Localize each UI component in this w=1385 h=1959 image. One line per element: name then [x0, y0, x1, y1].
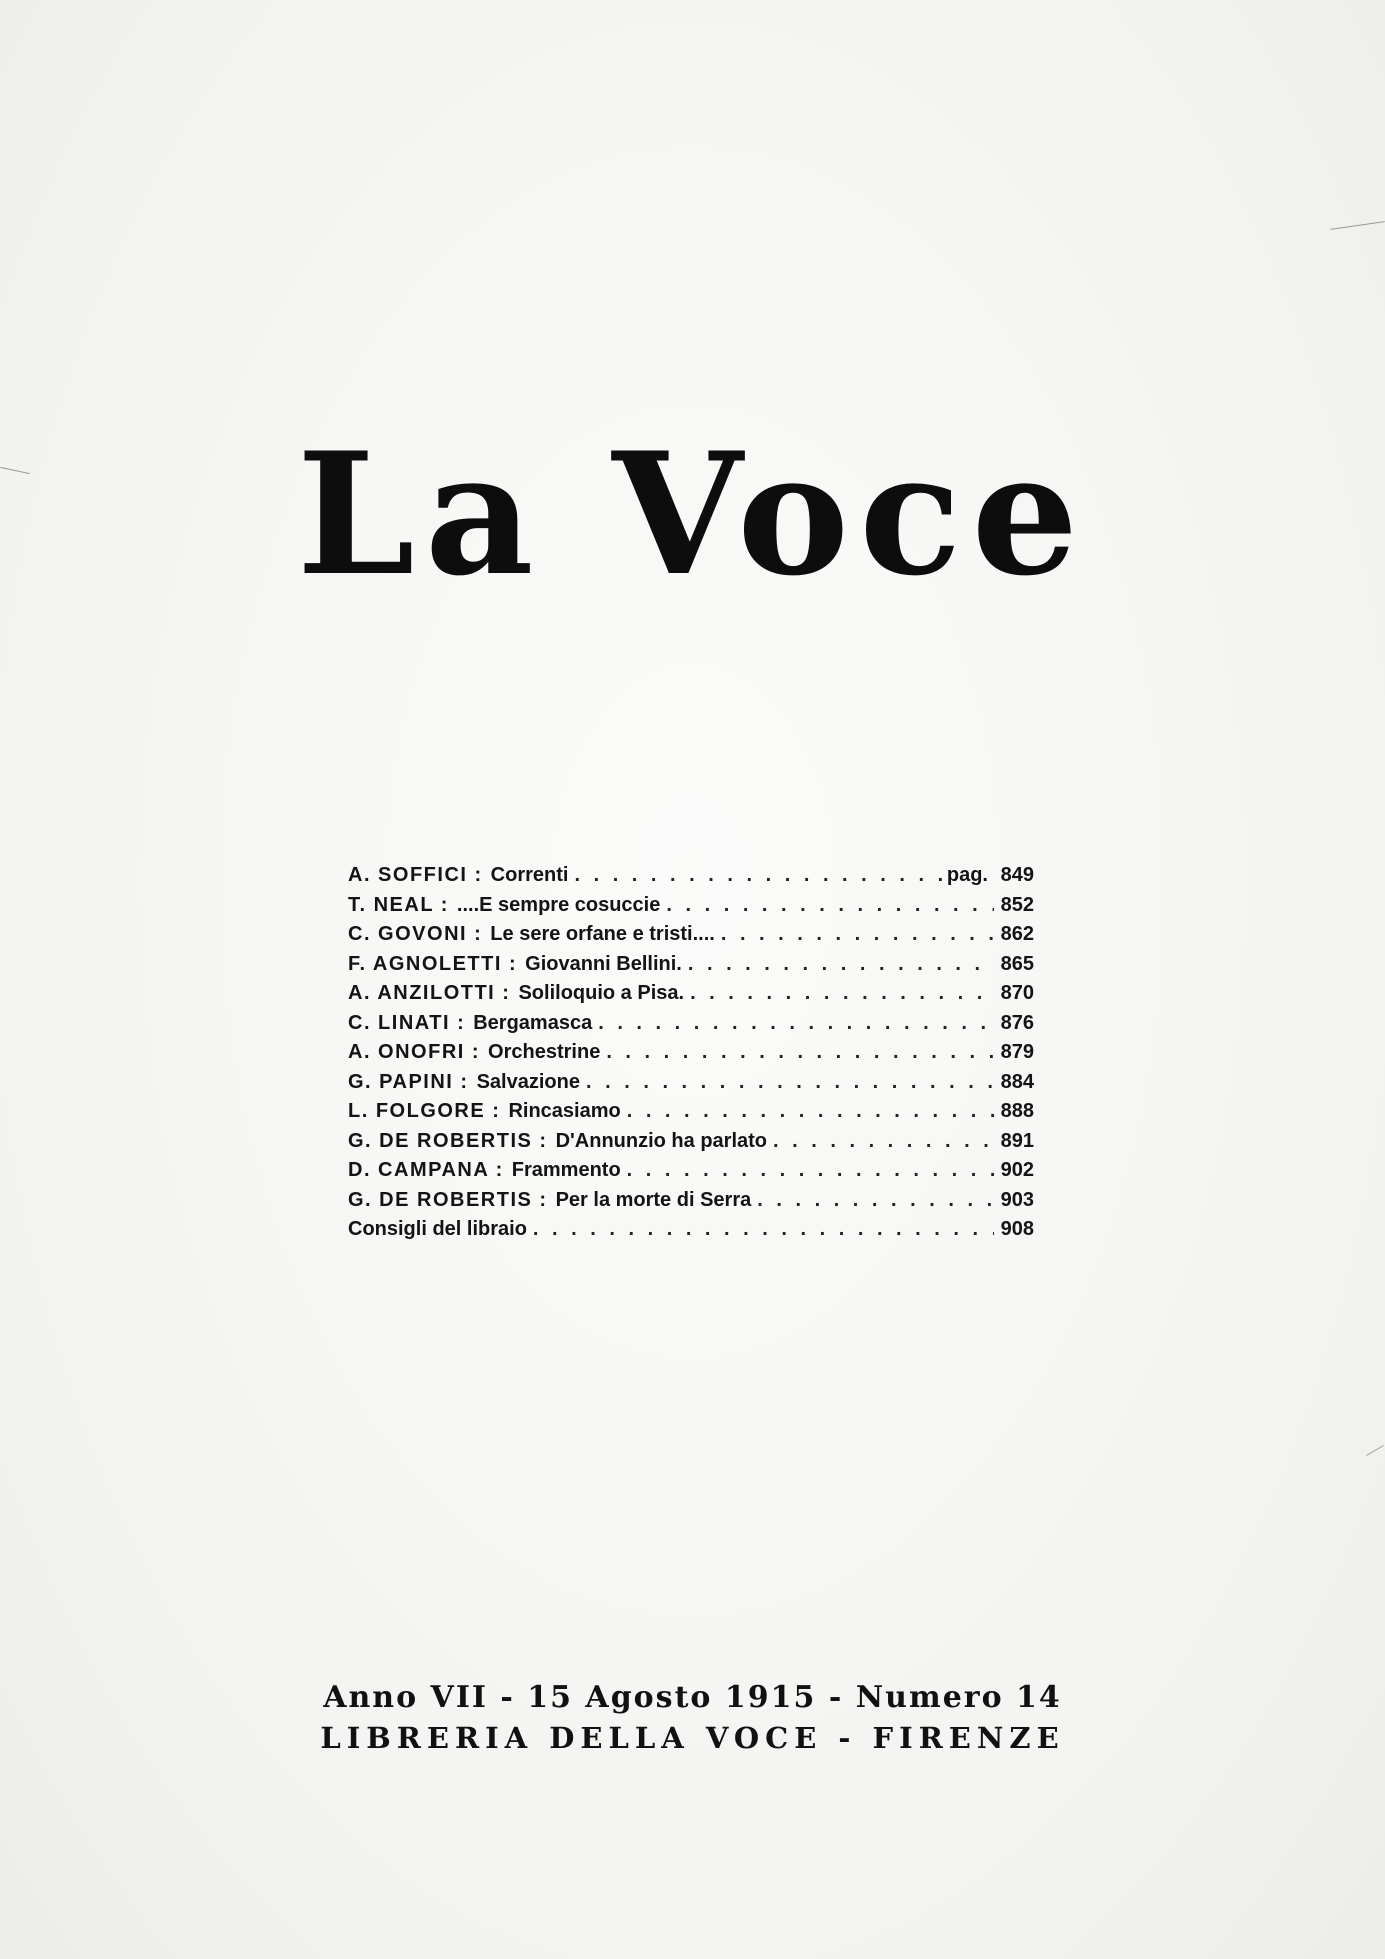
toc-leader — [721, 923, 994, 946]
toc-title: Le sere orfane e tristi.... — [490, 923, 715, 945]
toc-leader — [574, 864, 946, 887]
toc-author: C. LINATI : — [348, 1011, 466, 1034]
issue-info: Anno VII - 15 Agosto 1915 - Numero 14 — [323, 1680, 1062, 1715]
toc-page-number: 902 — [1000, 1159, 1034, 1181]
toc-page-number: 908 — [1000, 1218, 1034, 1240]
toc-leader — [606, 1041, 994, 1064]
toc-page-number: 865 — [1000, 952, 1034, 975]
toc-title: Per la morte di Serra — [555, 1188, 752, 1211]
toc-author: A. ANZILOTTI : — [348, 982, 511, 1004]
toc-row — [348, 1218, 1034, 1248]
toc-leader — [598, 1012, 994, 1035]
toc-author: D. CAMPANA : — [348, 1159, 504, 1181]
toc-row — [348, 1159, 1034, 1189]
toc-page-number: 903 — [1000, 1188, 1034, 1211]
toc-leader — [586, 1071, 994, 1094]
toc-author: G. PAPINI : — [348, 1070, 469, 1093]
toc-author: F. AGNOLETTI : — [348, 952, 518, 975]
toc-title: Rincasiamo — [508, 1100, 621, 1122]
toc-leader — [690, 982, 994, 1005]
toc-page-number: 849 — [1000, 864, 1034, 886]
table-of-contents — [348, 864, 1034, 1248]
toc-row — [348, 923, 1034, 953]
toc-title: ....E sempre cosuccie — [456, 893, 661, 916]
toc-title: D'Annunzio ha parlato — [555, 1129, 767, 1152]
toc-title: Salvazione — [476, 1070, 580, 1093]
toc-leader — [773, 1130, 994, 1153]
toc-page-number: 862 — [1000, 923, 1034, 945]
toc-leader — [757, 1189, 994, 1212]
toc-row — [348, 864, 1034, 894]
toc-page-number: 876 — [1000, 1011, 1034, 1034]
toc-author: G. DE ROBERTIS : — [348, 1188, 548, 1211]
toc-title: Consigli del libraio — [348, 1218, 527, 1240]
toc-author: A. ONOFRI : — [348, 1041, 481, 1063]
toc-title: Soliloquio a Pisa. — [518, 982, 685, 1004]
toc-page-number: 852 — [1000, 893, 1034, 916]
toc-page-prefix: pag. — [946, 864, 988, 886]
toc-title: Bergamasca — [473, 1011, 593, 1034]
toc-author: T. NEAL : — [348, 893, 449, 916]
toc-page-number: 870 — [1000, 982, 1034, 1004]
publisher-info: LIBRERIA DELLA VOCE - FIRENZE — [320, 1721, 1065, 1755]
toc-page-number: 884 — [1000, 1070, 1034, 1093]
toc-author: A. SOFFICI : — [348, 864, 483, 886]
toc-row — [348, 1189, 1034, 1219]
toc-title: Giovanni Bellini. — [525, 952, 682, 975]
toc-row — [348, 953, 1034, 983]
toc-leader — [533, 1218, 994, 1241]
toc-title: Orchestrine — [488, 1041, 601, 1063]
toc-row — [348, 894, 1034, 924]
toc-row — [348, 1100, 1034, 1130]
masthead-title: La Voce — [296, 415, 1089, 613]
toc-author: C. GOVONI : — [348, 923, 483, 945]
toc-page-number: 888 — [1000, 1100, 1034, 1122]
toc-title: Correnti — [490, 864, 569, 886]
toc-leader — [627, 1100, 994, 1123]
toc-leader — [688, 953, 994, 976]
toc-leader — [627, 1159, 994, 1182]
toc-row — [348, 1071, 1034, 1101]
toc-author: L. FOLGORE : — [348, 1100, 501, 1122]
toc-row — [348, 982, 1034, 1012]
toc-row — [348, 1130, 1034, 1160]
toc-leader — [666, 894, 994, 917]
toc-title: Frammento — [511, 1159, 621, 1181]
toc-row — [348, 1041, 1034, 1071]
toc-row — [348, 1012, 1034, 1042]
paper-edge-mark — [1330, 221, 1385, 230]
toc-page-number: 879 — [1000, 1041, 1034, 1063]
toc-author: G. DE ROBERTIS : — [348, 1129, 548, 1152]
paper-edge-mark — [1366, 1445, 1384, 1456]
toc-page-number: 891 — [1000, 1129, 1034, 1152]
